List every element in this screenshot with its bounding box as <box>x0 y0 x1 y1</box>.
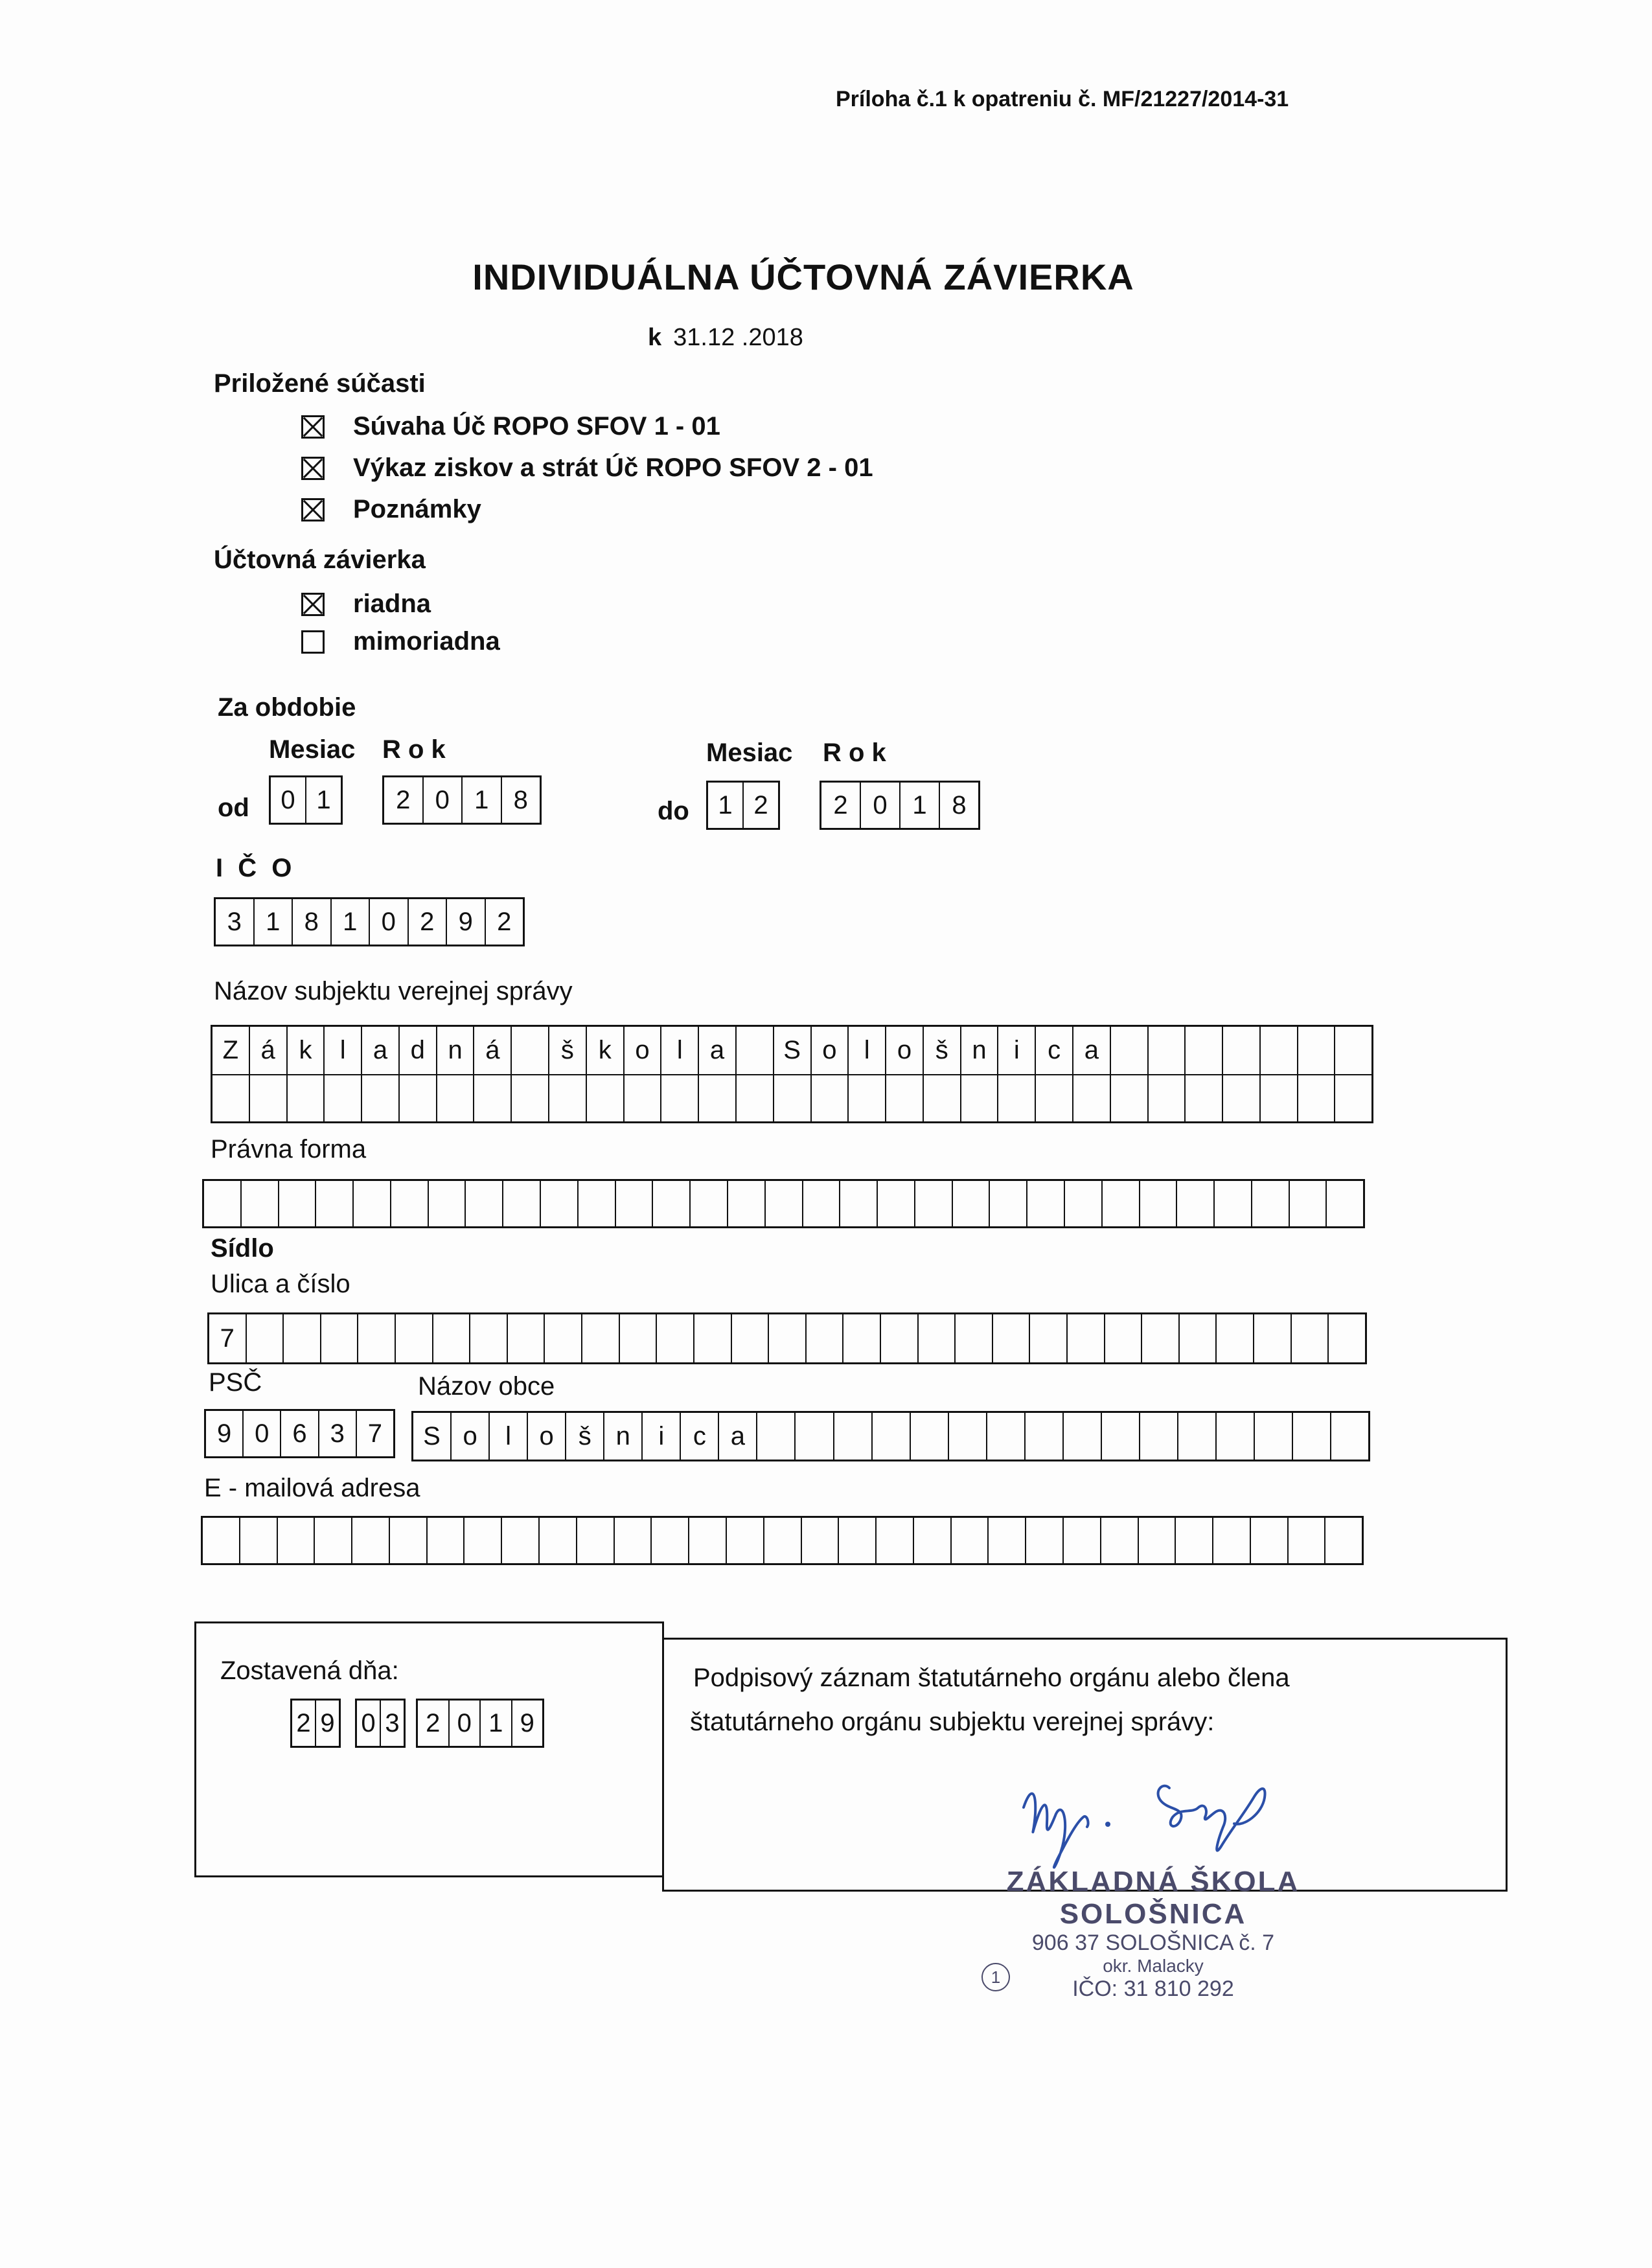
form-cell[interactable] <box>1176 1518 1213 1563</box>
form-cell[interactable] <box>732 1314 770 1362</box>
form-cell[interactable] <box>1180 1314 1217 1362</box>
form-cell[interactable] <box>1111 1027 1149 1074</box>
form-cell[interactable] <box>587 1075 625 1123</box>
period-to-year-field[interactable] <box>820 781 980 830</box>
form-cell[interactable] <box>1027 1181 1065 1226</box>
form-cell[interactable] <box>1064 1413 1102 1460</box>
form-cell[interactable] <box>288 1075 325 1123</box>
form-cell[interactable]: 1 <box>481 1701 512 1746</box>
form-cell[interactable] <box>803 1181 841 1226</box>
form-cell[interactable]: a <box>1073 1027 1111 1074</box>
form-cell[interactable]: a <box>699 1027 737 1074</box>
form-cell[interactable] <box>1142 1314 1180 1362</box>
form-cell[interactable] <box>1251 1518 1289 1563</box>
form-cell[interactable]: 0 <box>861 783 901 828</box>
form-cell[interactable] <box>315 1518 352 1563</box>
form-cell[interactable]: 1 <box>708 783 744 828</box>
form-cell[interactable]: 9 <box>206 1411 244 1456</box>
form-cell[interactable] <box>652 1518 689 1563</box>
entity-name-label: Názov subjektu verejnej správy <box>214 977 573 1005</box>
form-cell[interactable] <box>615 1518 652 1563</box>
form-cell[interactable] <box>465 1518 502 1563</box>
form-cell[interactable] <box>503 1181 541 1226</box>
form-cell[interactable] <box>1293 1413 1331 1460</box>
seat-heading: Sídlo <box>211 1234 274 1263</box>
form-cell[interactable]: k <box>587 1027 625 1074</box>
stamp-line-4: okr. Malacky <box>1103 1956 1204 1976</box>
form-cell[interactable] <box>737 1027 774 1074</box>
signature-label-line2: štatutárneho orgánu subjektu verejnej správy: <box>690 1708 1215 1736</box>
form-cell[interactable] <box>1105 1314 1143 1362</box>
form-cell[interactable]: 1 <box>255 899 293 945</box>
period-from-month-label: Mesiac <box>269 735 356 764</box>
form-cell[interactable] <box>549 1075 587 1123</box>
closing-regular[interactable] <box>301 590 431 619</box>
form-cell[interactable]: Z <box>212 1027 250 1074</box>
form-cell[interactable] <box>502 1518 540 1563</box>
form-cell[interactable]: o <box>452 1413 490 1460</box>
period-to-month-field[interactable] <box>706 781 780 830</box>
form-cell[interactable] <box>508 1314 545 1362</box>
entity-name-row-2 <box>212 1074 1371 1123</box>
form-cell[interactable]: 8 <box>293 899 332 945</box>
form-cell[interactable]: o <box>625 1027 662 1074</box>
form-cell[interactable]: c <box>1036 1027 1073 1074</box>
form-cell[interactable] <box>766 1181 803 1226</box>
form-cell[interactable] <box>1178 1413 1217 1460</box>
form-cell[interactable] <box>284 1314 321 1362</box>
form-cell[interactable]: 9 <box>447 899 486 945</box>
postal-code-field[interactable] <box>204 1409 395 1458</box>
signature-label-line1: Podpisový záznam štatutárneho orgánu alebo člena <box>693 1664 1290 1692</box>
form-cell[interactable] <box>204 1181 242 1226</box>
form-cell[interactable] <box>878 1181 915 1226</box>
form-cell[interactable] <box>428 1518 465 1563</box>
closing-extraordinary-checkbox[interactable] <box>301 630 325 654</box>
form-cell[interactable] <box>437 1075 475 1123</box>
form-cell[interactable] <box>433 1314 471 1362</box>
form-cell[interactable] <box>1101 1518 1139 1563</box>
form-cell[interactable] <box>250 1075 288 1123</box>
compiled-day-field[interactable] <box>290 1699 341 1748</box>
period-from-year-field[interactable] <box>382 775 542 825</box>
form-cell[interactable] <box>582 1314 620 1362</box>
period-from-month-field[interactable] <box>269 775 343 825</box>
form-cell[interactable]: 7 <box>367 1419 383 1448</box>
form-cell[interactable]: 1 <box>463 777 502 823</box>
form-cell[interactable]: 8 <box>513 785 528 814</box>
form-cell[interactable] <box>354 1181 391 1226</box>
form-cell[interactable] <box>545 1314 582 1362</box>
email-field[interactable] <box>201 1516 1364 1565</box>
form-cell[interactable] <box>1068 1314 1105 1362</box>
form-cell[interactable] <box>1103 1181 1140 1226</box>
form-cell[interactable] <box>512 1075 549 1123</box>
form-cell[interactable] <box>840 1181 878 1226</box>
as-of-prefix: k <box>648 324 662 351</box>
form-cell[interactable] <box>1102 1413 1140 1460</box>
form-cell[interactable] <box>1213 1518 1251 1563</box>
form-cell[interactable] <box>470 1314 508 1362</box>
form-cell[interactable] <box>1215 1181 1252 1226</box>
form-cell[interactable]: 2 <box>292 1701 316 1746</box>
form-cell[interactable]: o <box>812 1027 849 1074</box>
form-cell[interactable]: 9 <box>320 1708 335 1737</box>
form-cell[interactable] <box>877 1518 914 1563</box>
street-field[interactable] <box>207 1312 1367 1364</box>
form-cell[interactable]: 2 <box>497 907 512 936</box>
parts-heading: Priložené súčasti <box>214 369 426 398</box>
part-notes-checkbox[interactable] <box>301 498 325 521</box>
form-cell[interactable] <box>1111 1075 1149 1123</box>
form-cell[interactable]: o <box>528 1413 566 1460</box>
form-cell[interactable] <box>1261 1075 1298 1123</box>
form-cell[interactable] <box>579 1181 616 1226</box>
form-cell[interactable] <box>849 1075 886 1123</box>
form-cell[interactable] <box>1186 1027 1223 1074</box>
form-cell[interactable]: S <box>774 1027 812 1074</box>
form-cell[interactable] <box>1255 1413 1293 1460</box>
form-cell[interactable] <box>989 1518 1026 1563</box>
closing-extraordinary-label: mimoriadna <box>353 627 500 656</box>
form-cell[interactable]: l <box>661 1027 699 1074</box>
form-cell[interactable]: 0 <box>370 899 409 945</box>
form-cell[interactable] <box>247 1314 284 1362</box>
form-cell[interactable] <box>1139 1518 1176 1563</box>
form-cell[interactable] <box>1290 1181 1327 1226</box>
form-cell[interactable]: 1 <box>901 783 940 828</box>
form-cell[interactable] <box>843 1314 881 1362</box>
form-cell[interactable] <box>1289 1518 1326 1563</box>
form-cell[interactable] <box>949 1413 987 1460</box>
form-cell[interactable] <box>998 1075 1036 1123</box>
form-cell[interactable]: 3 <box>319 1411 357 1456</box>
part-income-statement[interactable] <box>301 453 873 483</box>
form-cell[interactable]: 1 <box>316 785 331 814</box>
form-cell[interactable] <box>769 1314 807 1362</box>
form-cell[interactable] <box>1329 1314 1365 1362</box>
form-cell[interactable] <box>577 1518 615 1563</box>
postal-code-label: PSČ <box>209 1368 262 1397</box>
form-cell[interactable] <box>390 1518 428 1563</box>
form-cell[interactable] <box>1331 1413 1368 1460</box>
form-cell[interactable]: 0 <box>424 777 463 823</box>
form-cell[interactable] <box>886 1075 924 1123</box>
form-cell[interactable] <box>279 1181 317 1226</box>
form-cell[interactable] <box>541 1181 579 1226</box>
form-cell[interactable] <box>1254 1314 1292 1362</box>
form-cell[interactable]: š <box>924 1027 961 1074</box>
form-cell[interactable] <box>796 1413 834 1460</box>
form-cell[interactable]: n <box>961 1027 999 1074</box>
form-cell[interactable] <box>757 1413 796 1460</box>
form-cell[interactable] <box>1292 1314 1329 1362</box>
form-cell[interactable] <box>203 1518 240 1563</box>
form-cell[interactable] <box>694 1314 732 1362</box>
form-cell[interactable]: i <box>998 1027 1036 1074</box>
form-cell[interactable] <box>727 1518 764 1563</box>
compiled-year-field[interactable] <box>416 1699 544 1748</box>
form-cell[interactable] <box>396 1314 433 1362</box>
period-from-label: od <box>218 794 249 822</box>
form-cell[interactable] <box>400 1075 437 1123</box>
entity-name-field[interactable] <box>211 1025 1373 1123</box>
form-cell[interactable] <box>987 1413 1026 1460</box>
form-cell[interactable] <box>956 1314 993 1362</box>
form-cell[interactable] <box>321 1314 359 1362</box>
form-cell[interactable] <box>1217 1314 1254 1362</box>
form-cell[interactable]: n <box>604 1413 643 1460</box>
form-cell[interactable] <box>1261 1027 1298 1074</box>
form-cell[interactable] <box>240 1518 278 1563</box>
legal-form-field[interactable] <box>202 1179 1365 1228</box>
period-to-year-label: R o k <box>823 739 886 767</box>
form-cell[interactable]: 0 <box>357 1701 381 1746</box>
form-cell[interactable] <box>812 1075 849 1123</box>
form-cell[interactable] <box>802 1518 840 1563</box>
form-cell[interactable]: l <box>325 1027 362 1074</box>
form-cell[interactable]: k <box>288 1027 325 1074</box>
form-cell[interactable] <box>391 1181 429 1226</box>
form-cell[interactable] <box>1252 1181 1290 1226</box>
ico-field[interactable] <box>214 897 525 946</box>
form-cell[interactable] <box>474 1075 512 1123</box>
form-cell[interactable]: 0 <box>244 1411 281 1456</box>
closing-regular-label: riadna <box>353 590 431 618</box>
form-cell[interactable]: 6 <box>281 1411 319 1456</box>
part-income-statement-checkbox[interactable] <box>301 457 325 480</box>
form-cell[interactable] <box>278 1518 315 1563</box>
form-cell[interactable] <box>915 1181 953 1226</box>
form-cell[interactable] <box>1335 1027 1371 1074</box>
as-of-date <box>648 324 803 352</box>
form-cell[interactable]: 2 <box>418 1701 450 1746</box>
form-cell[interactable] <box>1335 1075 1371 1123</box>
form-cell[interactable] <box>881 1314 919 1362</box>
form-cell[interactable] <box>325 1075 362 1123</box>
form-cell[interactable] <box>961 1075 999 1123</box>
compiled-month-field[interactable] <box>355 1699 406 1748</box>
form-cell[interactable]: 2 <box>384 777 424 823</box>
period-from-year-label: R o k <box>382 735 446 764</box>
form-cell[interactable]: 8 <box>952 790 967 819</box>
form-cell[interactable] <box>1036 1075 1073 1123</box>
form-cell[interactable] <box>212 1075 250 1123</box>
form-cell[interactable] <box>993 1314 1031 1362</box>
form-cell[interactable]: 7 <box>209 1314 247 1362</box>
entity-name-row-1 <box>212 1027 1371 1074</box>
form-cell[interactable] <box>540 1518 577 1563</box>
street-label: Ulica a číslo <box>211 1270 350 1298</box>
period-to-month-label: Mesiac <box>706 739 793 767</box>
period-to-label: do <box>658 797 689 825</box>
form-cell[interactable]: 9 <box>520 1708 534 1737</box>
form-cell[interactable]: c <box>681 1413 719 1460</box>
form-cell[interactable]: 0 <box>450 1701 481 1746</box>
form-cell[interactable] <box>1177 1181 1215 1226</box>
town-label: Názov obce <box>418 1372 555 1401</box>
closing-extraordinary[interactable] <box>301 627 500 656</box>
part-notes[interactable] <box>301 495 481 524</box>
form-cell[interactable] <box>1140 1181 1178 1226</box>
town-field[interactable] <box>411 1411 1370 1461</box>
form-cell[interactable] <box>691 1181 728 1226</box>
form-cell[interactable] <box>1064 1518 1101 1563</box>
part-balance-sheet-label: Súvaha Úč ROPO SFOV 1 - 01 <box>353 412 720 441</box>
form-cell[interactable] <box>953 1181 991 1226</box>
form-cell[interactable] <box>657 1314 694 1362</box>
form-cell[interactable]: á <box>250 1027 288 1074</box>
form-cell[interactable] <box>1030 1314 1068 1362</box>
form-cell[interactable] <box>737 1075 774 1123</box>
form-cell[interactable] <box>873 1413 911 1460</box>
form-cell[interactable] <box>914 1518 952 1563</box>
form-cell[interactable] <box>911 1413 949 1460</box>
as-of-value: 31.12 .2018 <box>673 324 803 351</box>
form-cell[interactable] <box>620 1314 658 1362</box>
form-cell[interactable] <box>952 1518 989 1563</box>
form-cell[interactable] <box>1223 1075 1261 1123</box>
form-cell[interactable] <box>839 1518 877 1563</box>
form-cell[interactable]: á <box>474 1027 512 1074</box>
form-cell[interactable] <box>1149 1075 1186 1123</box>
form-cell[interactable] <box>764 1518 802 1563</box>
form-cell[interactable] <box>625 1075 662 1123</box>
form-cell[interactable]: 2 <box>821 783 861 828</box>
form-cell[interactable]: a <box>362 1027 400 1074</box>
form-cell[interactable] <box>1223 1027 1261 1074</box>
form-cell[interactable] <box>653 1181 691 1226</box>
form-cell[interactable] <box>1325 1518 1362 1563</box>
form-cell[interactable] <box>1298 1027 1336 1074</box>
legal-form-label: Právna forma <box>211 1135 367 1163</box>
form-cell[interactable] <box>924 1075 961 1123</box>
form-cell[interactable] <box>242 1181 279 1226</box>
closing-regular-checkbox[interactable] <box>301 593 325 616</box>
stamp-line-3: 906 37 SOLOŠNICA č. 7 <box>1031 1930 1275 1955</box>
part-notes-label: Poznámky <box>353 495 481 523</box>
form-cell[interactable] <box>774 1075 812 1123</box>
form-cell[interactable]: 1 <box>332 899 371 945</box>
form-cell[interactable] <box>990 1181 1027 1226</box>
form-cell[interactable]: o <box>886 1027 924 1074</box>
form-cell[interactable]: 2 <box>409 899 448 945</box>
form-cell[interactable] <box>1140 1413 1178 1460</box>
form-cell[interactable]: 3 <box>385 1708 400 1737</box>
form-cell[interactable] <box>1026 1518 1064 1563</box>
form-cell[interactable]: š <box>549 1027 587 1074</box>
form-cell[interactable] <box>919 1314 956 1362</box>
form-cell[interactable] <box>466 1181 503 1226</box>
closing-heading: Účtovná závierka <box>214 545 426 574</box>
period-heading: Za obdobie <box>218 693 356 722</box>
part-balance-sheet-checkbox[interactable] <box>301 415 325 439</box>
form-cell[interactable] <box>616 1181 654 1226</box>
form-cell[interactable] <box>1026 1413 1064 1460</box>
form-cell[interactable]: l <box>490 1413 528 1460</box>
email-label: E - mailová adresa <box>204 1474 420 1502</box>
stamp-line-2: SOLOŠNICA <box>1059 1898 1247 1930</box>
stamp-line-1: ZÁKLADNÁ ŠKOLA <box>1006 1866 1300 1897</box>
form-cell[interactable] <box>1073 1075 1111 1123</box>
form-cell[interactable] <box>352 1518 390 1563</box>
form-cell[interactable]: š <box>566 1413 604 1460</box>
form-cell[interactable] <box>699 1075 737 1123</box>
form-cell[interactable]: 0 <box>271 777 306 823</box>
form-cell[interactable] <box>358 1314 396 1362</box>
school-stamp <box>972 1866 1335 2002</box>
form-cell[interactable] <box>1186 1075 1223 1123</box>
form-cell[interactable] <box>834 1413 873 1460</box>
form-cell[interactable] <box>661 1075 699 1123</box>
form-cell[interactable] <box>1149 1027 1186 1074</box>
form-cell[interactable] <box>362 1075 400 1123</box>
form-cell[interactable] <box>1065 1181 1103 1226</box>
form-cell[interactable]: n <box>437 1027 475 1074</box>
form-cell[interactable]: l <box>849 1027 886 1074</box>
form-cell[interactable]: d <box>400 1027 437 1074</box>
form-cell[interactable]: S <box>413 1413 452 1460</box>
form-cell[interactable] <box>689 1518 727 1563</box>
document-title: INDIVIDUÁLNA ÚČTOVNÁ ZÁVIERKA <box>472 257 1134 297</box>
stamp-number-mark: 1 <box>981 1963 1010 1991</box>
stamp-line-5: IČO: 31 810 292 <box>1072 1976 1234 2001</box>
form-cell[interactable] <box>1298 1075 1336 1123</box>
part-balance-sheet[interactable] <box>301 412 720 441</box>
form-cell[interactable] <box>728 1181 766 1226</box>
form-cell[interactable]: i <box>643 1413 681 1460</box>
form-cell[interactable] <box>316 1181 354 1226</box>
form-cell[interactable]: 2 <box>753 790 768 819</box>
compiled-label: Zostavená dňa: <box>220 1656 399 1685</box>
attachment-reference: Príloha č.1 k opatreniu č. MF/21227/2014-31 <box>836 87 1289 111</box>
form-cell[interactable] <box>1327 1181 1363 1226</box>
form-cell[interactable] <box>1217 1413 1255 1460</box>
form-cell[interactable] <box>429 1181 466 1226</box>
form-cell[interactable]: a <box>719 1413 757 1460</box>
form-cell[interactable]: 3 <box>216 899 255 945</box>
form-cell[interactable] <box>807 1314 844 1362</box>
ico-label: I Č O <box>216 854 296 882</box>
part-income-statement-label: Výkaz ziskov a strát Úč ROPO SFOV 2 - 01 <box>353 453 873 482</box>
form-cell[interactable] <box>512 1027 549 1074</box>
